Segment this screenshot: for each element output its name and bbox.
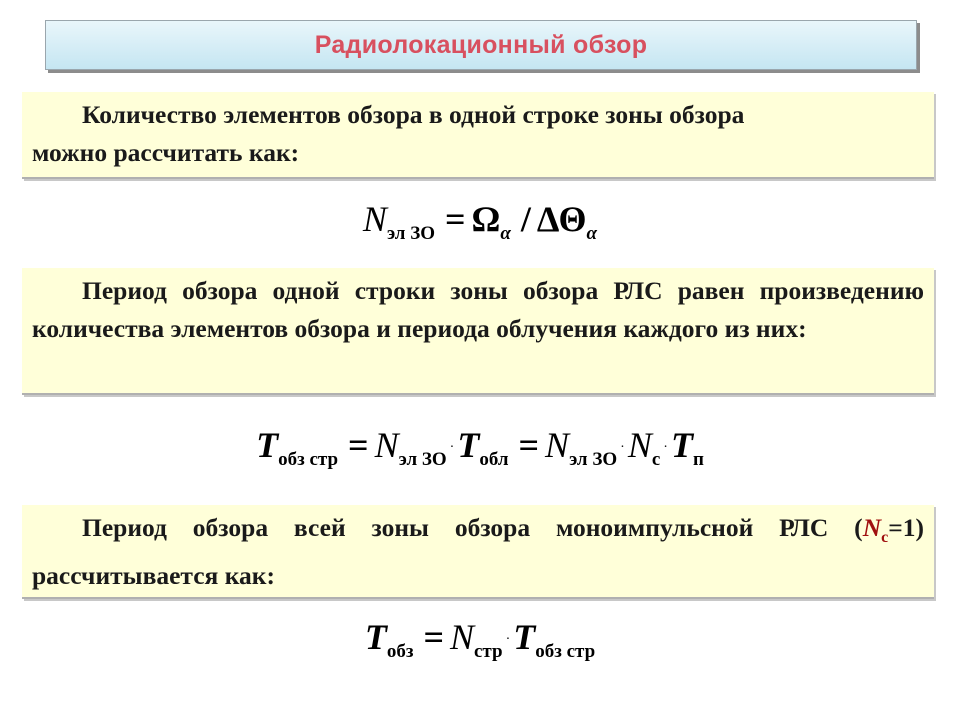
slide-title: Радиолокационный обзор <box>314 30 648 59</box>
formula2-eq: = <box>348 425 369 465</box>
formula2-T: T <box>256 425 279 465</box>
formula-n-elements <box>0 198 960 245</box>
formula2-N3-sub: с <box>651 449 661 470</box>
formula2-N3: N <box>627 425 652 465</box>
formula3-T: T <box>364 617 387 657</box>
formula2-N2-sub: эл ЗО <box>569 449 618 470</box>
formula3-T2-sub: обз стр <box>535 641 596 662</box>
box2-text: Период обзора одной строки зоны обзора РЛС равен произведению количества элементов обзора и периода облучения каждого из них: <box>32 276 924 343</box>
box3-nc-value: =1) <box>888 513 924 542</box>
formula2-T3: T <box>670 425 693 465</box>
formula-row-period <box>0 424 960 471</box>
formula1-omega-sub: α <box>500 223 511 244</box>
formula3-N-sub: стр <box>473 641 503 662</box>
box3-text <box>32 509 924 595</box>
box1-line1: Количество элементов обзора в одной строке зоны обзора <box>82 100 745 129</box>
formula1-slash: / <box>520 199 531 239</box>
box1-line2: можно рассчитать как: <box>32 138 300 167</box>
formula2-dot2: · <box>620 440 625 455</box>
formula2-T3-sub: п <box>692 449 704 470</box>
box3-text-before: Период обзора всей зоны обзора моноимпульсной РЛС ( <box>82 513 863 542</box>
formula2-T-sub: обз стр <box>278 449 339 470</box>
formula2-N1-sub: эл ЗО <box>398 449 447 470</box>
formula2-eq2: = <box>518 425 540 465</box>
text-box-row-period <box>22 268 934 395</box>
formula1-omega: Ω <box>471 199 501 239</box>
box3-text-after: рассчитывается как: <box>32 561 275 591</box>
formula-zone-period <box>0 616 960 663</box>
formula2-dot1: · <box>449 440 455 455</box>
formula2-N1: N <box>374 425 399 465</box>
formula3-T-sub: обз <box>386 641 414 662</box>
formula3-eq: = <box>423 617 444 657</box>
formula1-eq: = <box>445 199 466 239</box>
formula1-delta-theta: ΔΘ <box>536 199 587 239</box>
box3-nc: N <box>862 513 882 542</box>
box3-nc-sub: с <box>881 529 889 547</box>
formula1-N-sub: эл ЗО <box>386 223 436 244</box>
formula2-dot3: · <box>663 440 668 455</box>
formula3-N: N <box>449 617 474 657</box>
formula2-T2-sub: обл <box>479 449 509 470</box>
formula2-T2: T <box>457 425 480 465</box>
formula3-T2: T <box>513 617 536 657</box>
formula2-N2: N <box>545 425 570 465</box>
slide-title-bar <box>45 20 917 70</box>
formula3-dot: · <box>505 632 511 647</box>
formula1-N: N <box>362 199 387 239</box>
text-box-zone-period <box>22 505 934 599</box>
text-box-elements-count <box>22 92 934 179</box>
formula1-theta-sub: α <box>586 223 598 244</box>
